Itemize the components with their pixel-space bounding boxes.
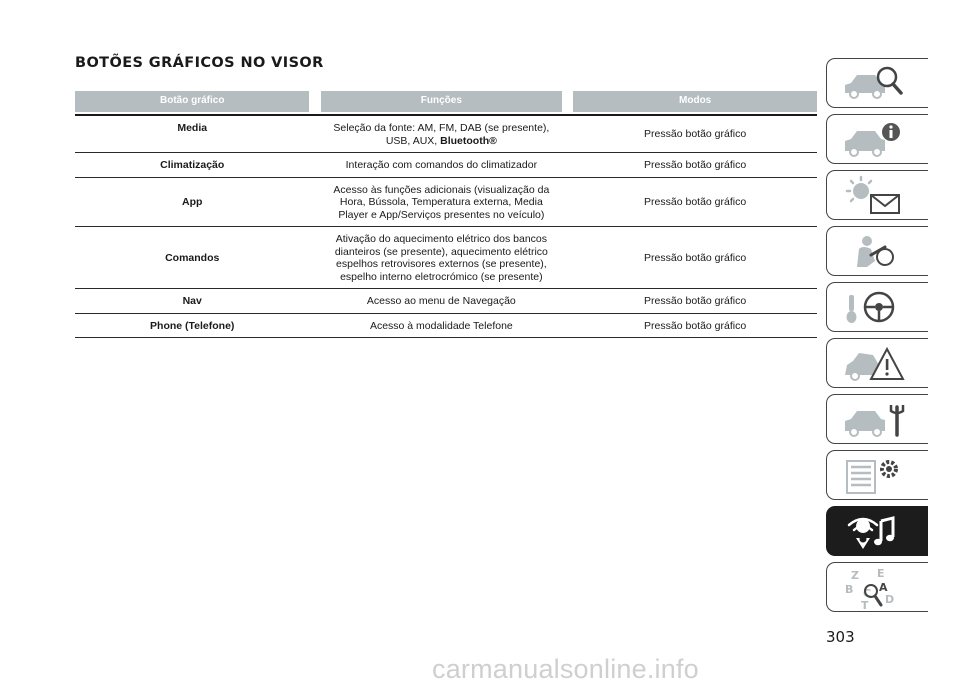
chapter-tab-dashboard[interactable] bbox=[826, 114, 928, 164]
table-header-row bbox=[75, 91, 817, 114]
row-function: Seleção da fonte: AM, FM, DAB (se presente), USB, AUX, Bluetooth® bbox=[321, 114, 561, 153]
table-row bbox=[75, 153, 817, 178]
row-mode: Pressão botão gráfico bbox=[573, 153, 817, 178]
row-function: Acesso ao menu de Navegação bbox=[321, 289, 561, 314]
header-button: Botão gráfico bbox=[75, 91, 309, 114]
page-title: BOTÕES GRÁFICOS NO VISOR bbox=[75, 55, 324, 71]
row-function: Acesso à modalidade Telefone bbox=[321, 314, 561, 339]
row-button-label: Phone (Telefone) bbox=[75, 314, 309, 339]
row-function: Ativação do aquecimento elétrico dos bancos dianteiros (se presente), aquecimento elétrico espelhos retrovisores externos (se presente), espelho interno eletrocrómico (se presente) bbox=[321, 227, 561, 289]
graphic-buttons-table bbox=[75, 91, 817, 338]
row-mode: Pressão botão gráfico bbox=[573, 114, 817, 153]
table-row bbox=[75, 178, 817, 228]
chapter-tab-safety[interactable] bbox=[826, 226, 928, 276]
key-steering-wheel-icon bbox=[841, 287, 913, 329]
header-functions: Funções bbox=[321, 91, 561, 114]
svg-text:D: D bbox=[885, 593, 895, 606]
multimedia-music-icon bbox=[841, 511, 913, 553]
chapter-tab-emergency[interactable] bbox=[826, 338, 928, 388]
svg-text:E: E bbox=[877, 567, 885, 580]
svg-text:A: A bbox=[879, 581, 888, 594]
table-row bbox=[75, 227, 817, 289]
table-row bbox=[75, 114, 817, 153]
alphabet-index-icon bbox=[841, 567, 913, 609]
row-button-label: Climatização bbox=[75, 153, 309, 178]
row-button-label: App bbox=[75, 178, 309, 228]
svg-text:Z: Z bbox=[851, 569, 859, 582]
row-button-label: Comandos bbox=[75, 227, 309, 289]
chapter-tab-knowing-vehicle[interactable] bbox=[826, 58, 928, 108]
chapter-tab-warning-lights[interactable] bbox=[826, 170, 928, 220]
row-button-label: Media bbox=[75, 114, 309, 153]
car-magnifier-icon bbox=[841, 63, 913, 105]
row-function: Acesso às funções adicionais (visualização da Hora, Bússola, Temperatura externa, Media Player e App/Serviços presentes no veículo) bbox=[321, 178, 561, 228]
chapter-tab-index[interactable] bbox=[826, 562, 928, 612]
car-wrench-icon bbox=[841, 399, 913, 441]
specs-gear-icon bbox=[841, 455, 913, 497]
chapter-tab-maintenance[interactable] bbox=[826, 394, 928, 444]
svg-text:B: B bbox=[845, 583, 854, 596]
header-modes: Modos bbox=[573, 91, 817, 114]
page-number: 303 bbox=[826, 628, 855, 646]
airbag-seat-icon bbox=[841, 231, 913, 273]
row-mode: Pressão botão gráfico bbox=[573, 289, 817, 314]
car-info-icon bbox=[841, 119, 913, 161]
table-row bbox=[75, 314, 817, 339]
watermark: carmanualsonline.info bbox=[432, 654, 699, 684]
table-row bbox=[75, 289, 817, 314]
svg-text:T: T bbox=[861, 599, 869, 609]
row-mode: Pressão botão gráfico bbox=[573, 314, 817, 339]
row-mode: Pressão botão gráfico bbox=[573, 227, 817, 289]
bluetooth-label: Bluetooth® bbox=[440, 134, 497, 147]
row-mode: Pressão botão gráfico bbox=[573, 178, 817, 228]
chapter-tab-technical-data[interactable] bbox=[826, 450, 928, 500]
car-crash-warning-icon bbox=[841, 343, 913, 385]
row-function: Interação com comandos do climatizador bbox=[321, 153, 561, 178]
warning-light-message-icon bbox=[841, 175, 913, 217]
row-button-label: Nav bbox=[75, 289, 309, 314]
svg-text:C: C bbox=[863, 587, 872, 600]
chapter-tab-multimedia[interactable] bbox=[826, 506, 928, 556]
chapter-tab-starting-driving[interactable] bbox=[826, 282, 928, 332]
